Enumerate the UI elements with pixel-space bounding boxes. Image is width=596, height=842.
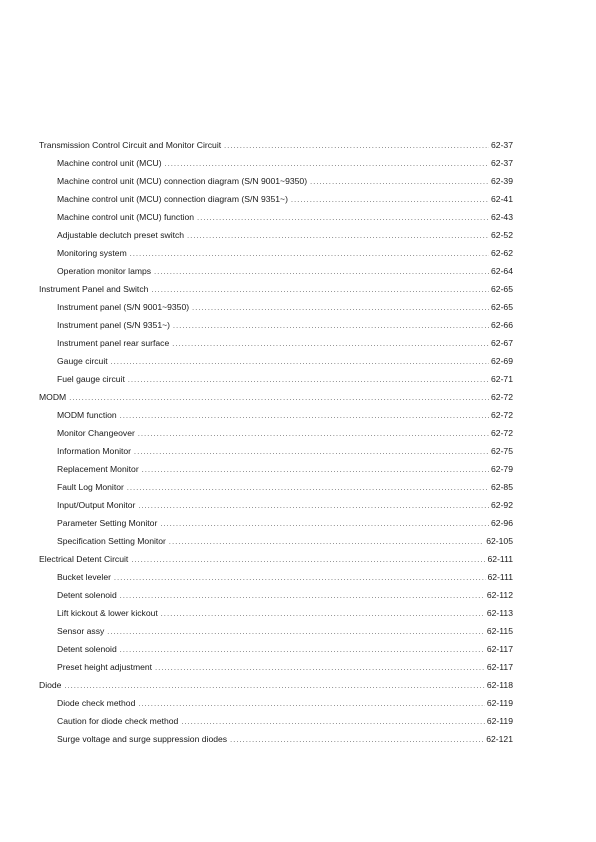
toc-page-number: 62-37	[491, 158, 513, 168]
toc-page-number: 62-111	[487, 572, 513, 582]
toc-page-number: 62-39	[491, 176, 513, 186]
toc-page-number: 62-105	[486, 536, 513, 546]
toc-page-number: 62-118	[486, 680, 513, 690]
toc-entry-title: Gauge circuit	[57, 356, 108, 366]
toc-entry-row[interactable]	[39, 568, 513, 586]
toc-page-number: 62-43	[491, 212, 513, 222]
toc-entry-title: Machine control unit (MCU)	[57, 158, 162, 168]
toc-page-number: 62-115	[486, 626, 513, 636]
toc-entry-row[interactable]	[39, 244, 513, 262]
toc-entry-title: Specification Setting Monitor	[57, 536, 166, 546]
toc-entry-title: MODM function	[57, 410, 117, 420]
toc-entry-title: Machine control unit (MCU) function	[57, 212, 195, 222]
toc-entry-row[interactable]	[39, 622, 513, 640]
toc-page-number: 62-96	[491, 518, 513, 528]
toc-entry-title: Monitor Changeover	[57, 428, 135, 438]
toc-entry-title: Information Monitor	[57, 446, 132, 456]
toc-page-number: 62-52	[491, 230, 513, 240]
toc-page-number: 62-117	[486, 662, 513, 672]
toc-entry-title: Operation monitor lamps	[57, 266, 152, 276]
toc-page-number: 62-64	[491, 266, 513, 276]
toc-entry-title: Fuel gauge circuit	[57, 374, 125, 384]
toc-page-number: 62-113	[486, 608, 513, 618]
toc-entry-title: Preset height adjustment	[57, 662, 153, 672]
dot-leader	[120, 588, 485, 606]
dot-leader	[138, 696, 485, 714]
toc-page-number: 62-119	[486, 716, 513, 726]
toc-entry-row[interactable]	[39, 604, 513, 622]
dot-leader	[197, 210, 489, 228]
toc-section-row[interactable]	[39, 388, 513, 406]
toc-page-number: 62-92	[491, 500, 513, 510]
toc-page-number: 62-69	[491, 356, 513, 366]
toc-entry-row[interactable]	[39, 694, 513, 712]
toc-entry-title: Diode	[39, 680, 62, 690]
toc-page-number: 62-117	[486, 644, 513, 654]
toc-page-number: 62-112	[486, 590, 513, 600]
toc-page-number: 62-65	[491, 302, 513, 312]
dot-leader	[169, 534, 484, 552]
dot-leader	[161, 606, 485, 624]
toc-page-number: 62-71	[491, 374, 513, 384]
toc-entry-title: Parameter Setting Monitor	[57, 518, 158, 528]
table-of-contents	[39, 136, 513, 748]
toc-page-number: 62-111	[487, 554, 513, 564]
toc-entry-row[interactable]	[39, 226, 513, 244]
dot-leader	[128, 372, 489, 390]
toc-page-number: 62-65	[491, 284, 513, 294]
dot-leader	[120, 642, 485, 660]
toc-entry-title: Instrument Panel and Switch	[39, 284, 149, 294]
toc-entry-title: Monitoring system	[57, 248, 127, 258]
toc-page-number: 62-66	[491, 320, 513, 330]
toc-entry-title: Adjustable declutch preset switch	[57, 230, 185, 240]
toc-section-row[interactable]	[39, 136, 513, 154]
toc-page-number: 62-62	[491, 248, 513, 258]
toc-page-number: 62-72	[491, 392, 513, 402]
toc-page-number: 62-121	[486, 734, 513, 744]
toc-entry-title: Surge voltage and surge suppression diodes	[57, 734, 228, 744]
toc-page-number: 62-72	[491, 428, 513, 438]
toc-entry-row[interactable]	[39, 442, 513, 460]
toc-entry-row[interactable]	[39, 298, 513, 316]
toc-entry-title: Sensor assy	[57, 626, 105, 636]
toc-entry-row[interactable]	[39, 406, 513, 424]
toc-entry-title: Instrument panel rear surface	[57, 338, 170, 348]
toc-section-row[interactable]	[39, 550, 513, 568]
dot-leader	[155, 660, 485, 678]
toc-entry-title: Diode check method	[57, 698, 136, 708]
toc-entry-row[interactable]	[39, 316, 513, 334]
toc-entry-title: Input/Output Monitor	[57, 500, 136, 510]
toc-entry-title: Detent solenoid	[57, 644, 117, 654]
toc-entry-title: Caution for diode check method	[57, 716, 179, 726]
toc-entry-row[interactable]	[39, 514, 513, 532]
toc-entry-row[interactable]	[39, 190, 513, 208]
dot-leader	[224, 138, 489, 156]
toc-entry-title: Replacement Monitor	[57, 464, 139, 474]
dot-leader	[114, 570, 486, 588]
toc-entry-row[interactable]	[39, 712, 513, 730]
dot-leader	[291, 192, 489, 210]
dot-leader	[172, 336, 489, 354]
dot-leader	[142, 462, 489, 480]
dot-leader	[138, 426, 489, 444]
dot-leader	[151, 282, 489, 300]
toc-entry-row[interactable]	[39, 352, 513, 370]
toc-entry-row[interactable]	[39, 154, 513, 172]
toc-entry-row[interactable]	[39, 586, 513, 604]
toc-entry-row[interactable]	[39, 208, 513, 226]
dot-leader	[134, 444, 489, 462]
toc-section-row[interactable]	[39, 676, 513, 694]
toc-entry-row[interactable]	[39, 478, 513, 496]
toc-entry-row[interactable]	[39, 658, 513, 676]
toc-entry-title: Bucket leveler	[57, 572, 111, 582]
toc-entry-row[interactable]	[39, 460, 513, 478]
toc-entry-row[interactable]	[39, 424, 513, 442]
toc-page-number: 62-72	[491, 410, 513, 420]
dot-leader	[69, 390, 489, 408]
toc-entry-row[interactable]	[39, 334, 513, 352]
toc-entry-row[interactable]	[39, 496, 513, 514]
toc-entry-title: Instrument panel (S/N 9351~)	[57, 320, 170, 330]
dot-leader	[127, 480, 489, 498]
toc-entry-row[interactable]	[39, 640, 513, 658]
toc-entry-title: Detent solenoid	[57, 590, 117, 600]
toc-page-number: 62-37	[491, 140, 513, 150]
toc-entry-title: Machine control unit (MCU) connection diagram (S/N 9001~9350)	[57, 176, 308, 186]
toc-section-row[interactable]	[39, 280, 513, 298]
toc-entry-title: Instrument panel (S/N 9001~9350)	[57, 302, 190, 312]
dot-leader	[111, 354, 489, 372]
toc-entry-title: Transmission Control Circuit and Monitor Circuit	[39, 140, 222, 150]
dot-leader	[138, 498, 489, 516]
toc-entry-title: Machine control unit (MCU) connection diagram (S/N 9351~)	[57, 194, 288, 204]
toc-entry-row[interactable]	[39, 532, 513, 550]
dot-leader	[173, 318, 489, 336]
toc-page-number: 62-85	[491, 482, 513, 492]
toc-entry-row[interactable]	[39, 730, 513, 748]
dot-leader	[120, 408, 489, 426]
dot-leader	[192, 300, 489, 318]
toc-entry-title: MODM	[39, 392, 67, 402]
toc-entry-title: Fault Log Monitor	[57, 482, 124, 492]
dot-leader	[130, 246, 489, 264]
dot-leader	[230, 732, 484, 750]
toc-entry-title: Electrical Detent Circuit	[39, 554, 129, 564]
dot-leader	[107, 624, 485, 642]
dot-leader	[131, 552, 485, 570]
dot-leader	[160, 516, 489, 534]
dot-leader	[187, 228, 489, 246]
toc-page-number: 62-119	[486, 698, 513, 708]
toc-entry-title: Lift kickout & lower kickout	[57, 608, 158, 618]
dot-leader	[154, 264, 489, 282]
toc-page-number: 62-67	[491, 338, 513, 348]
toc-page-number: 62-79	[491, 464, 513, 474]
dot-leader	[310, 174, 489, 192]
toc-entry-row[interactable]	[39, 262, 513, 280]
toc-entry-row[interactable]	[39, 172, 513, 190]
toc-entry-row[interactable]	[39, 370, 513, 388]
toc-page-number: 62-41	[491, 194, 513, 204]
toc-page-number: 62-75	[491, 446, 513, 456]
